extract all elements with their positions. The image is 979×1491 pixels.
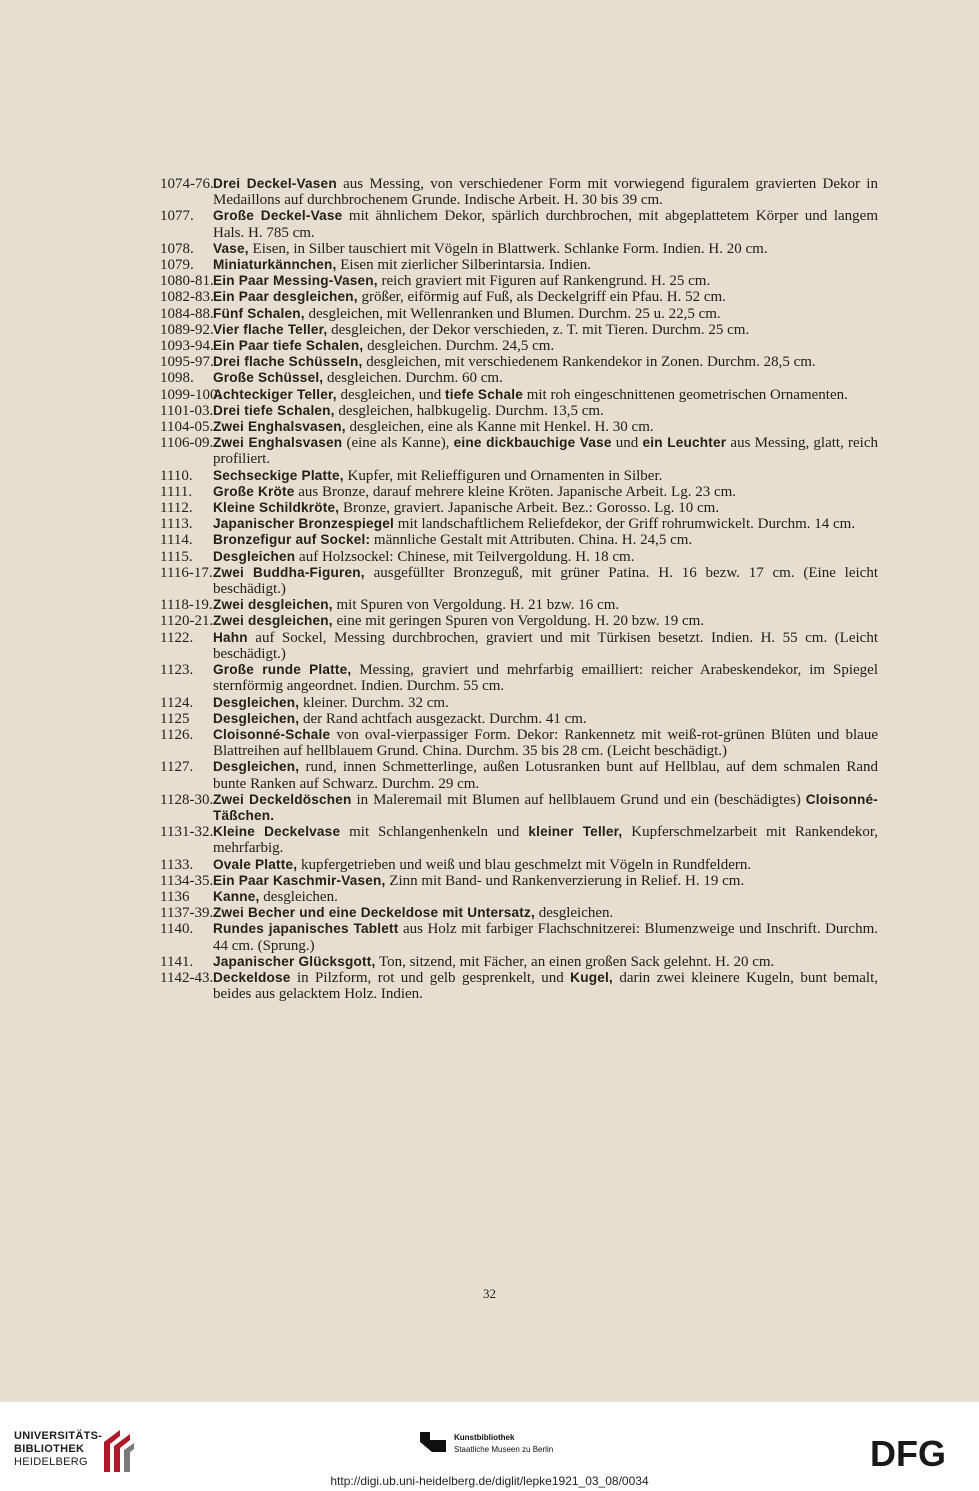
catalog-entry bbox=[160, 322, 878, 338]
lot-text: darin zwei kleinere Kugeln, bunt bemalt, beides aus gelacktem Holz. Indien. bbox=[213, 969, 878, 1003]
lot-number: 1124. bbox=[160, 694, 194, 711]
lot-number: 1111. bbox=[160, 483, 193, 500]
lot-text: Zinn mit Band- und Rankenverzierung in Relief. H. 19 cm. bbox=[385, 872, 745, 889]
lot-description bbox=[213, 889, 878, 905]
university-mark-icon bbox=[100, 1428, 136, 1474]
lot-number: 1120-21. bbox=[160, 613, 214, 630]
catalog-entry bbox=[160, 954, 878, 970]
lot-heading: Kleine Schildkröte, bbox=[213, 500, 340, 516]
lot-text: Bronze, graviert. Japanische Arbeit. Bez.: Gorosso. Lg. 10 cm. bbox=[339, 500, 720, 517]
lot-heading: Zwei Buddha-Figuren, bbox=[213, 564, 365, 580]
lot-number: 1136 bbox=[160, 888, 190, 905]
lot-description bbox=[213, 257, 878, 273]
kunstbibliothek-logo-icon[interactable] bbox=[418, 1430, 448, 1454]
lot-heading: Desgleichen, bbox=[213, 759, 300, 775]
lot-text: desgleichen, eine als Kanne mit Henkel. H. 30 cm. bbox=[345, 419, 654, 436]
lot-text: auf Sockel, Messing durchbrochen, graviert und mit Türkisen besetzt. Indien. H. 55 cm. (Leicht beschädigt.) bbox=[213, 629, 878, 662]
univ-logo-line-2: BIBLIOTHEK bbox=[14, 1443, 85, 1455]
lot-text: auf Holzsockel: Chinese, mit Teilvergoldung. H. 18 cm. bbox=[295, 548, 635, 565]
catalog-entry bbox=[160, 387, 878, 403]
lot-heading: Rundes japanisches Tablett bbox=[213, 921, 399, 937]
lot-description bbox=[213, 905, 878, 921]
lot-number: 1079. bbox=[160, 257, 194, 274]
lot-text: desgleichen. Durchm. 60 cm. bbox=[323, 370, 503, 387]
lot-number: 1140. bbox=[160, 921, 194, 938]
lot-description bbox=[213, 873, 878, 889]
lot-number: 1128-30. bbox=[160, 791, 214, 808]
lot-heading: Große runde Platte, bbox=[213, 662, 352, 678]
lot-heading: Desgleichen, bbox=[213, 694, 300, 710]
lot-heading: eine dickbauchige Vase bbox=[453, 435, 612, 451]
lot-heading: Ein Paar desgleichen, bbox=[213, 289, 358, 305]
lot-number: 1126. bbox=[160, 726, 194, 743]
lot-description bbox=[213, 387, 878, 403]
lot-description bbox=[213, 565, 878, 597]
lot-description bbox=[213, 792, 878, 824]
lot-description bbox=[213, 516, 878, 532]
lot-description bbox=[213, 289, 878, 305]
lot-heading: Sechseckige Platte, bbox=[213, 467, 344, 483]
lot-description bbox=[213, 484, 878, 500]
university-library-logo[interactable] bbox=[14, 1430, 102, 1469]
catalog-entry bbox=[160, 516, 878, 532]
lot-text: Kupferschmelzarbeit mit Rankendekor, mehrfarbig. bbox=[213, 824, 879, 857]
catalog-entry bbox=[160, 613, 878, 629]
lot-number: 1078. bbox=[160, 240, 194, 257]
catalog-entry bbox=[160, 208, 878, 240]
lot-text: von oval-vierpassiger Form. Dekor: Rankennetz mit weiß-rot-grünen Blüten und blaue Blattreihen auf hellblauem Grund. China. Durchm. 35 bis 28 cm. (Leicht beschädigt.) bbox=[213, 726, 878, 760]
lot-heading: Fünf Schalen, bbox=[213, 305, 305, 321]
lot-text: Kupfer, mit Relieffiguren und Ornamenten in Silber. bbox=[343, 467, 663, 484]
lot-number: 1104-05. bbox=[160, 419, 214, 436]
permalink-url[interactable]: http://digi.ub.uni-heidelberg.de/diglit/lepke1921_03_08/0034 bbox=[330, 1474, 649, 1488]
catalog-entry bbox=[160, 257, 878, 273]
lot-heading: Drei Deckel-Vasen bbox=[213, 176, 337, 191]
lot-number: 1074-76. bbox=[160, 176, 214, 192]
lot-heading: Kugel, bbox=[570, 969, 613, 985]
lot-heading: Ovale Platte, bbox=[213, 856, 298, 872]
lot-heading: Große Schüssel, bbox=[213, 370, 324, 386]
lot-heading: Achteckiger Teller, bbox=[213, 386, 337, 402]
lot-heading: Cloisonné-Schale bbox=[213, 726, 331, 742]
lot-number: 1141. bbox=[160, 953, 194, 970]
catalog-entry bbox=[160, 889, 878, 905]
lot-text: in Maleremail mit Blumen auf hellblauem Grund und ein (beschädigtes) bbox=[351, 791, 806, 808]
lot-number: 1131-32. bbox=[160, 824, 214, 841]
lot-description bbox=[213, 759, 878, 791]
lot-text: desgleichen. bbox=[259, 888, 338, 905]
catalog-entry bbox=[160, 727, 878, 759]
lot-heading: kleiner Teller, bbox=[528, 824, 623, 840]
catalog-entry bbox=[160, 711, 878, 727]
catalog-entry bbox=[160, 306, 878, 322]
catalog-entry bbox=[160, 273, 878, 289]
lot-description bbox=[213, 500, 878, 516]
lot-number: 1098. bbox=[160, 370, 194, 387]
lot-text: aus Messing, glatt, reich profiliert. bbox=[213, 435, 878, 468]
lot-text: desgleichen. Durchm. 24,5 cm. bbox=[363, 338, 555, 355]
catalog-entry bbox=[160, 630, 878, 662]
footer-bar bbox=[0, 1402, 979, 1491]
catalog-entry bbox=[160, 905, 878, 921]
dfg-logo[interactable] bbox=[870, 1436, 966, 1470]
catalog-entry bbox=[160, 759, 878, 791]
lot-heading: Hahn bbox=[213, 629, 248, 645]
lot-text: in Pilzform, rot und gelb gesprenkelt, und bbox=[290, 969, 571, 986]
lot-text: (eine als Kanne), bbox=[342, 435, 454, 452]
lot-description bbox=[213, 322, 878, 338]
lot-number: 1115. bbox=[160, 548, 193, 565]
lot-description bbox=[213, 662, 878, 694]
lot-description bbox=[213, 613, 878, 629]
catalog-entry bbox=[160, 597, 878, 613]
lot-number: 1089-92. bbox=[160, 321, 214, 338]
lot-description bbox=[213, 921, 878, 953]
catalog-entry bbox=[160, 338, 878, 354]
lot-description bbox=[213, 597, 878, 613]
lot-description bbox=[213, 354, 878, 370]
catalog-entry bbox=[160, 662, 878, 694]
catalog-entry bbox=[160, 484, 878, 500]
lot-description bbox=[213, 970, 878, 1002]
lot-heading: Drei flache Schüsseln, bbox=[213, 354, 363, 370]
lot-heading: Bronzefigur auf Sockel: bbox=[213, 532, 371, 548]
catalog-entry bbox=[160, 500, 878, 516]
lot-text: aus Bronze, darauf mehrere kleine Kröten. Japanische Arbeit. Lg. 23 cm. bbox=[294, 483, 737, 500]
catalog-entry bbox=[160, 532, 878, 548]
lot-heading: Vier flache Teller, bbox=[213, 321, 328, 337]
lot-text: desgleichen, der Dekor verschieden, z. T. mit Tieren. Durchm. 25 cm. bbox=[327, 321, 750, 338]
lot-heading: Zwei Deckeldöschen bbox=[213, 791, 352, 807]
lot-number: 1095-97. bbox=[160, 354, 214, 371]
univ-logo-line-3: HEIDELBERG bbox=[14, 1456, 88, 1468]
kb-subtitle: Staatliche Museen zu Berlin bbox=[454, 1445, 554, 1454]
lot-heading: Kanne, bbox=[213, 888, 260, 904]
lot-number: 1080-81. bbox=[160, 273, 214, 290]
lot-description bbox=[213, 403, 878, 419]
lot-number: 1110. bbox=[160, 467, 193, 484]
lot-number: 1106-09. bbox=[160, 435, 214, 452]
lot-text: desgleichen, halbkugelig. Durchm. 13,5 cm. bbox=[334, 402, 604, 419]
lot-heading: Ein Paar tiefe Schalen, bbox=[213, 338, 364, 354]
lot-heading: Deckeldose bbox=[213, 969, 291, 985]
lot-description bbox=[213, 208, 878, 240]
catalog-entry bbox=[160, 370, 878, 386]
lot-number: 1077. bbox=[160, 208, 194, 225]
lot-text: und bbox=[611, 435, 643, 452]
lot-heading: Desgleichen, bbox=[213, 710, 300, 726]
lot-text: mit ähnlichem Dekor, spärlich durchbrochen, mit abgeplattetem Körper und langem Hals. H. 785 cm. bbox=[213, 208, 878, 241]
kunstbibliothek-text bbox=[454, 1432, 553, 1456]
catalog-entry bbox=[160, 435, 878, 467]
lot-heading: Zwei Becher und eine Deckeldose mit Untersatz, bbox=[213, 905, 535, 921]
lot-heading: Zwei desgleichen, bbox=[213, 613, 333, 629]
lot-heading: Kleine Deckelvase bbox=[213, 824, 341, 840]
lot-heading: Desgleichen bbox=[213, 548, 296, 564]
lot-number: 1112. bbox=[160, 500, 193, 517]
lot-heading: Ein Paar Messing-Vasen, bbox=[213, 273, 378, 289]
page-number: 32 bbox=[483, 1286, 496, 1301]
lot-number: 1082-83. bbox=[160, 289, 214, 306]
lot-text: desgleichen, und bbox=[336, 386, 445, 403]
lot-heading: Miniaturkännchen, bbox=[213, 257, 337, 273]
lot-number: 1114. bbox=[160, 532, 193, 549]
lot-number: 1093-94. bbox=[160, 338, 214, 355]
lot-text: mit roh eingeschnittenen geometrischen Ornamenten. bbox=[522, 386, 848, 403]
lot-text: Eisen mit zierlicher Silberintarsia. Indien. bbox=[336, 257, 592, 274]
lot-heading: Zwei Enghalsvasen bbox=[213, 435, 343, 451]
lot-description bbox=[213, 630, 878, 662]
lot-heading: Ein Paar Kaschmir-Vasen, bbox=[213, 872, 386, 888]
lot-heading: Zwei desgleichen, bbox=[213, 597, 333, 613]
kb-name: Kunstbibliothek bbox=[454, 1433, 515, 1442]
lot-heading: Große Deckel-Vase bbox=[213, 208, 343, 224]
lot-description bbox=[213, 468, 878, 484]
lot-text: Messing, graviert und mehrfarbig emailliert: reicher Arabeskendekor, im Spiegel sternförmig angeordnet. Indien. Durchm. 55 cm. bbox=[213, 662, 879, 695]
lot-text: desgleichen, mit Wellenranken und Blumen. Durchm. 25 u. 22,5 cm. bbox=[304, 305, 721, 322]
catalog-entry bbox=[160, 970, 878, 1002]
lot-description bbox=[213, 857, 878, 873]
lot-text: kupfergetrieben und weiß und blau geschmelzt mit Vögeln in Rundfeldern. bbox=[297, 856, 752, 873]
lot-text: mit landschaftlichem Reliefdekor, der Griff rohrumwickelt. Durchm. 14 cm. bbox=[394, 516, 856, 533]
lot-heading: Vase, bbox=[213, 240, 249, 256]
catalog-entry bbox=[160, 468, 878, 484]
lot-description bbox=[213, 241, 878, 257]
lot-text: größer, eiförmig auf Fuß, als Deckelgriff ein Pfau. H. 52 cm. bbox=[357, 289, 726, 306]
lot-heading: tiefe Schale bbox=[445, 386, 523, 402]
lot-number: 1125 bbox=[160, 710, 190, 727]
lot-text: eine mit geringen Spuren von Vergoldung. H. 20 bzw. 19 cm. bbox=[332, 613, 705, 630]
lot-number: 1122. bbox=[160, 629, 194, 646]
catalog-entry bbox=[160, 824, 878, 856]
lot-description bbox=[213, 824, 878, 856]
lot-heading: ein Leuchter bbox=[642, 435, 727, 451]
catalog-entry-list bbox=[160, 176, 878, 1002]
lot-text: Ton, sitzend, mit Fächer, an einen großen Sack gelehnt. H. 20 cm. bbox=[375, 953, 775, 970]
lot-text: aus Messing, von verschiedener Form mit vorwiegend figuralem gravierten Dekor in Medaillons auf durchbrochenem Grunde. Indische Arbeit. H. 30 bis 39 cm. bbox=[213, 176, 878, 209]
catalog-entry bbox=[160, 241, 878, 257]
lot-number: 1116-17. bbox=[160, 564, 213, 581]
lot-number: 1137-39. bbox=[160, 905, 214, 922]
dfg-logo-text: DFG bbox=[870, 1436, 946, 1470]
lot-heading: Japanischer Bronzespiegel bbox=[213, 516, 395, 532]
lot-heading: Zwei Enghalsvasen, bbox=[213, 419, 346, 435]
lot-text: männliche Gestalt mit Attributen. China. H. 24,5 cm. bbox=[370, 532, 693, 549]
lot-description bbox=[213, 727, 878, 759]
lot-text: Eisen, in Silber tauschiert mit Vögeln in Blattwerk. Schlanke Form. Indien. H. 20 cm. bbox=[248, 240, 768, 257]
catalog-entry bbox=[160, 873, 878, 889]
lot-number: 1118-19. bbox=[160, 597, 213, 614]
lot-number: 1142-43. bbox=[160, 969, 214, 986]
lot-number: 1127. bbox=[160, 759, 194, 776]
catalog-entry bbox=[160, 289, 878, 305]
catalog-entry bbox=[160, 921, 878, 953]
catalog-entry bbox=[160, 857, 878, 873]
lot-heading: Große Kröte bbox=[213, 483, 295, 499]
lot-heading: Japanischer Glücksgott, bbox=[213, 953, 376, 969]
catalog-entry bbox=[160, 403, 878, 419]
lot-text: ausgefüllter Bronzeguß, mit grüner Patina. H. 16 bezw. 17 cm. (Eine leicht beschädigt.) bbox=[213, 564, 878, 598]
catalog-entry bbox=[160, 565, 878, 597]
catalog-entry bbox=[160, 792, 878, 824]
lot-description bbox=[213, 711, 878, 727]
lot-number: 1084-88. bbox=[160, 305, 214, 322]
univ-logo-line-1: UNIVERSITÄTS- bbox=[14, 1430, 103, 1442]
lot-number: 1101-03. bbox=[160, 402, 214, 419]
lot-text: mit Spuren von Vergoldung. H. 21 bzw. 16 cm. bbox=[332, 597, 620, 614]
lot-text: reich graviert mit Figuren auf Rankengrund. H. 25 cm. bbox=[377, 273, 711, 290]
lot-number: 1099-100. bbox=[160, 386, 222, 403]
catalog-entry bbox=[160, 549, 878, 565]
lot-description bbox=[213, 419, 878, 435]
catalog-entry bbox=[160, 176, 878, 208]
catalog-entry bbox=[160, 354, 878, 370]
lot-description bbox=[213, 532, 878, 548]
lot-text: aus Holz mit farbiger Flachschnitzerei: Blumenzweige und Inschrift. Durchm. 44 cm. (Sprung.) bbox=[213, 921, 878, 954]
lot-description bbox=[213, 306, 878, 322]
lot-description bbox=[213, 954, 878, 970]
lot-number: 1133. bbox=[160, 856, 194, 873]
lot-description bbox=[213, 338, 878, 354]
lot-heading: Cloisonné-Täßchen. bbox=[213, 791, 878, 823]
lot-description bbox=[213, 176, 878, 208]
lot-description bbox=[213, 549, 878, 565]
lot-text: kleiner. Durchm. 32 cm. bbox=[299, 694, 449, 711]
lot-number: 1113. bbox=[160, 516, 193, 533]
lot-text: mit Schlangenhenkeln und bbox=[340, 824, 529, 841]
lot-description bbox=[213, 273, 878, 289]
lot-text: desgleichen, mit verschiedenem Rankendekor in Zonen. Durchm. 28,5 cm. bbox=[362, 354, 816, 371]
lot-number: 1134-35. bbox=[160, 872, 214, 889]
catalog-entry bbox=[160, 695, 878, 711]
lot-number: 1123. bbox=[160, 662, 194, 679]
lot-description bbox=[213, 370, 878, 386]
lot-text: rund, innen Schmetterlinge, außen Lotusranken bunt auf Hellblau, auf dem schmalen Rand bunte Ranken auf Schwarz. Durchm. 29 cm. bbox=[213, 759, 878, 792]
lot-description bbox=[213, 435, 878, 467]
catalog-entry bbox=[160, 419, 878, 435]
lot-text: der Rand achtfach ausgezackt. Durchm. 41 cm. bbox=[299, 710, 587, 727]
lot-heading: Drei tiefe Schalen, bbox=[213, 402, 335, 418]
lot-description bbox=[213, 695, 878, 711]
lot-text: desgleichen. bbox=[534, 905, 614, 922]
